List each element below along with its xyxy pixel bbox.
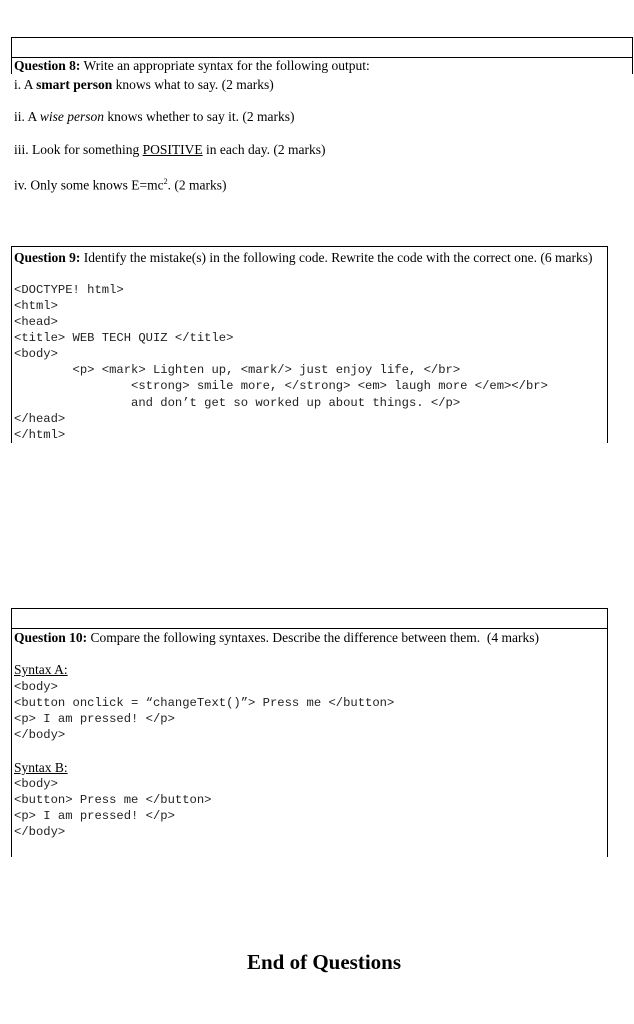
q10-heading: Question 10: Compare the following syntaxes. Describe the difference between them. (4 marks) — [14, 630, 539, 645]
syntax-a-code-line: <button onclick = “changeText()”> Press me </button> — [14, 696, 395, 710]
syntax-b-code-line: <body> — [14, 777, 58, 791]
syntax-b-code-line: <button> Press me </button> — [14, 793, 212, 807]
q9-heading: Question 9: Identify the mistake(s) in the following code. Rewrite the code with the correct one. (6 marks) — [14, 250, 593, 265]
q9-code-line: and don’t get so worked up about things. </p> — [14, 396, 461, 410]
q9-code-line: <body> — [14, 347, 58, 361]
q9-code-line: </head> — [14, 412, 66, 426]
q9-code-line: </html> — [14, 428, 66, 442]
q9-code-line: <head> — [14, 315, 58, 329]
syntax-b-label: Syntax B: — [14, 760, 68, 775]
end-of-questions: End of Questions — [246, 950, 402, 974]
q10-header-row — [11, 608, 608, 629]
q9-code-line: <title> WEB TECH QUIZ </title> — [14, 331, 234, 345]
q9-code-line: <p> <mark> Lighten up, <mark/> just enjoy life, </br> — [14, 363, 461, 377]
q8-header-row — [11, 37, 633, 58]
q8-item-iv: iv. Only some knows $E=mc^2$. (2 marks) — [14, 177, 227, 193]
q9-code-line: <strong> smile more, </strong> <em> laugh more </em></br> — [14, 379, 548, 393]
syntax-a-code-line: <body> — [14, 680, 58, 694]
syntax-a-code-line: </body> — [14, 728, 66, 742]
syntax-a-code-line: <p> I am pressed! </p> — [14, 712, 175, 726]
syntax-b-code-line: </body> — [14, 825, 66, 839]
q8-item-ii: ii. A wise person knows whether to say it. (2 marks) — [14, 109, 295, 124]
q8-item-i: i. A smart person knows what to say. (2 marks) — [14, 77, 274, 92]
q9-code-line: <html> — [14, 299, 58, 313]
q8-heading: Question 8: Write an appropriate syntax for the following output: — [14, 58, 370, 73]
q8-item-iii: iii. Look for something POSITIVE in each day. (2 marks) — [14, 142, 326, 157]
q9-code-line: <DOCTYPE! html> — [14, 283, 124, 297]
syntax-b-code-line: <p> I am pressed! </p> — [14, 809, 175, 823]
syntax-a-label: Syntax A: — [14, 662, 68, 677]
